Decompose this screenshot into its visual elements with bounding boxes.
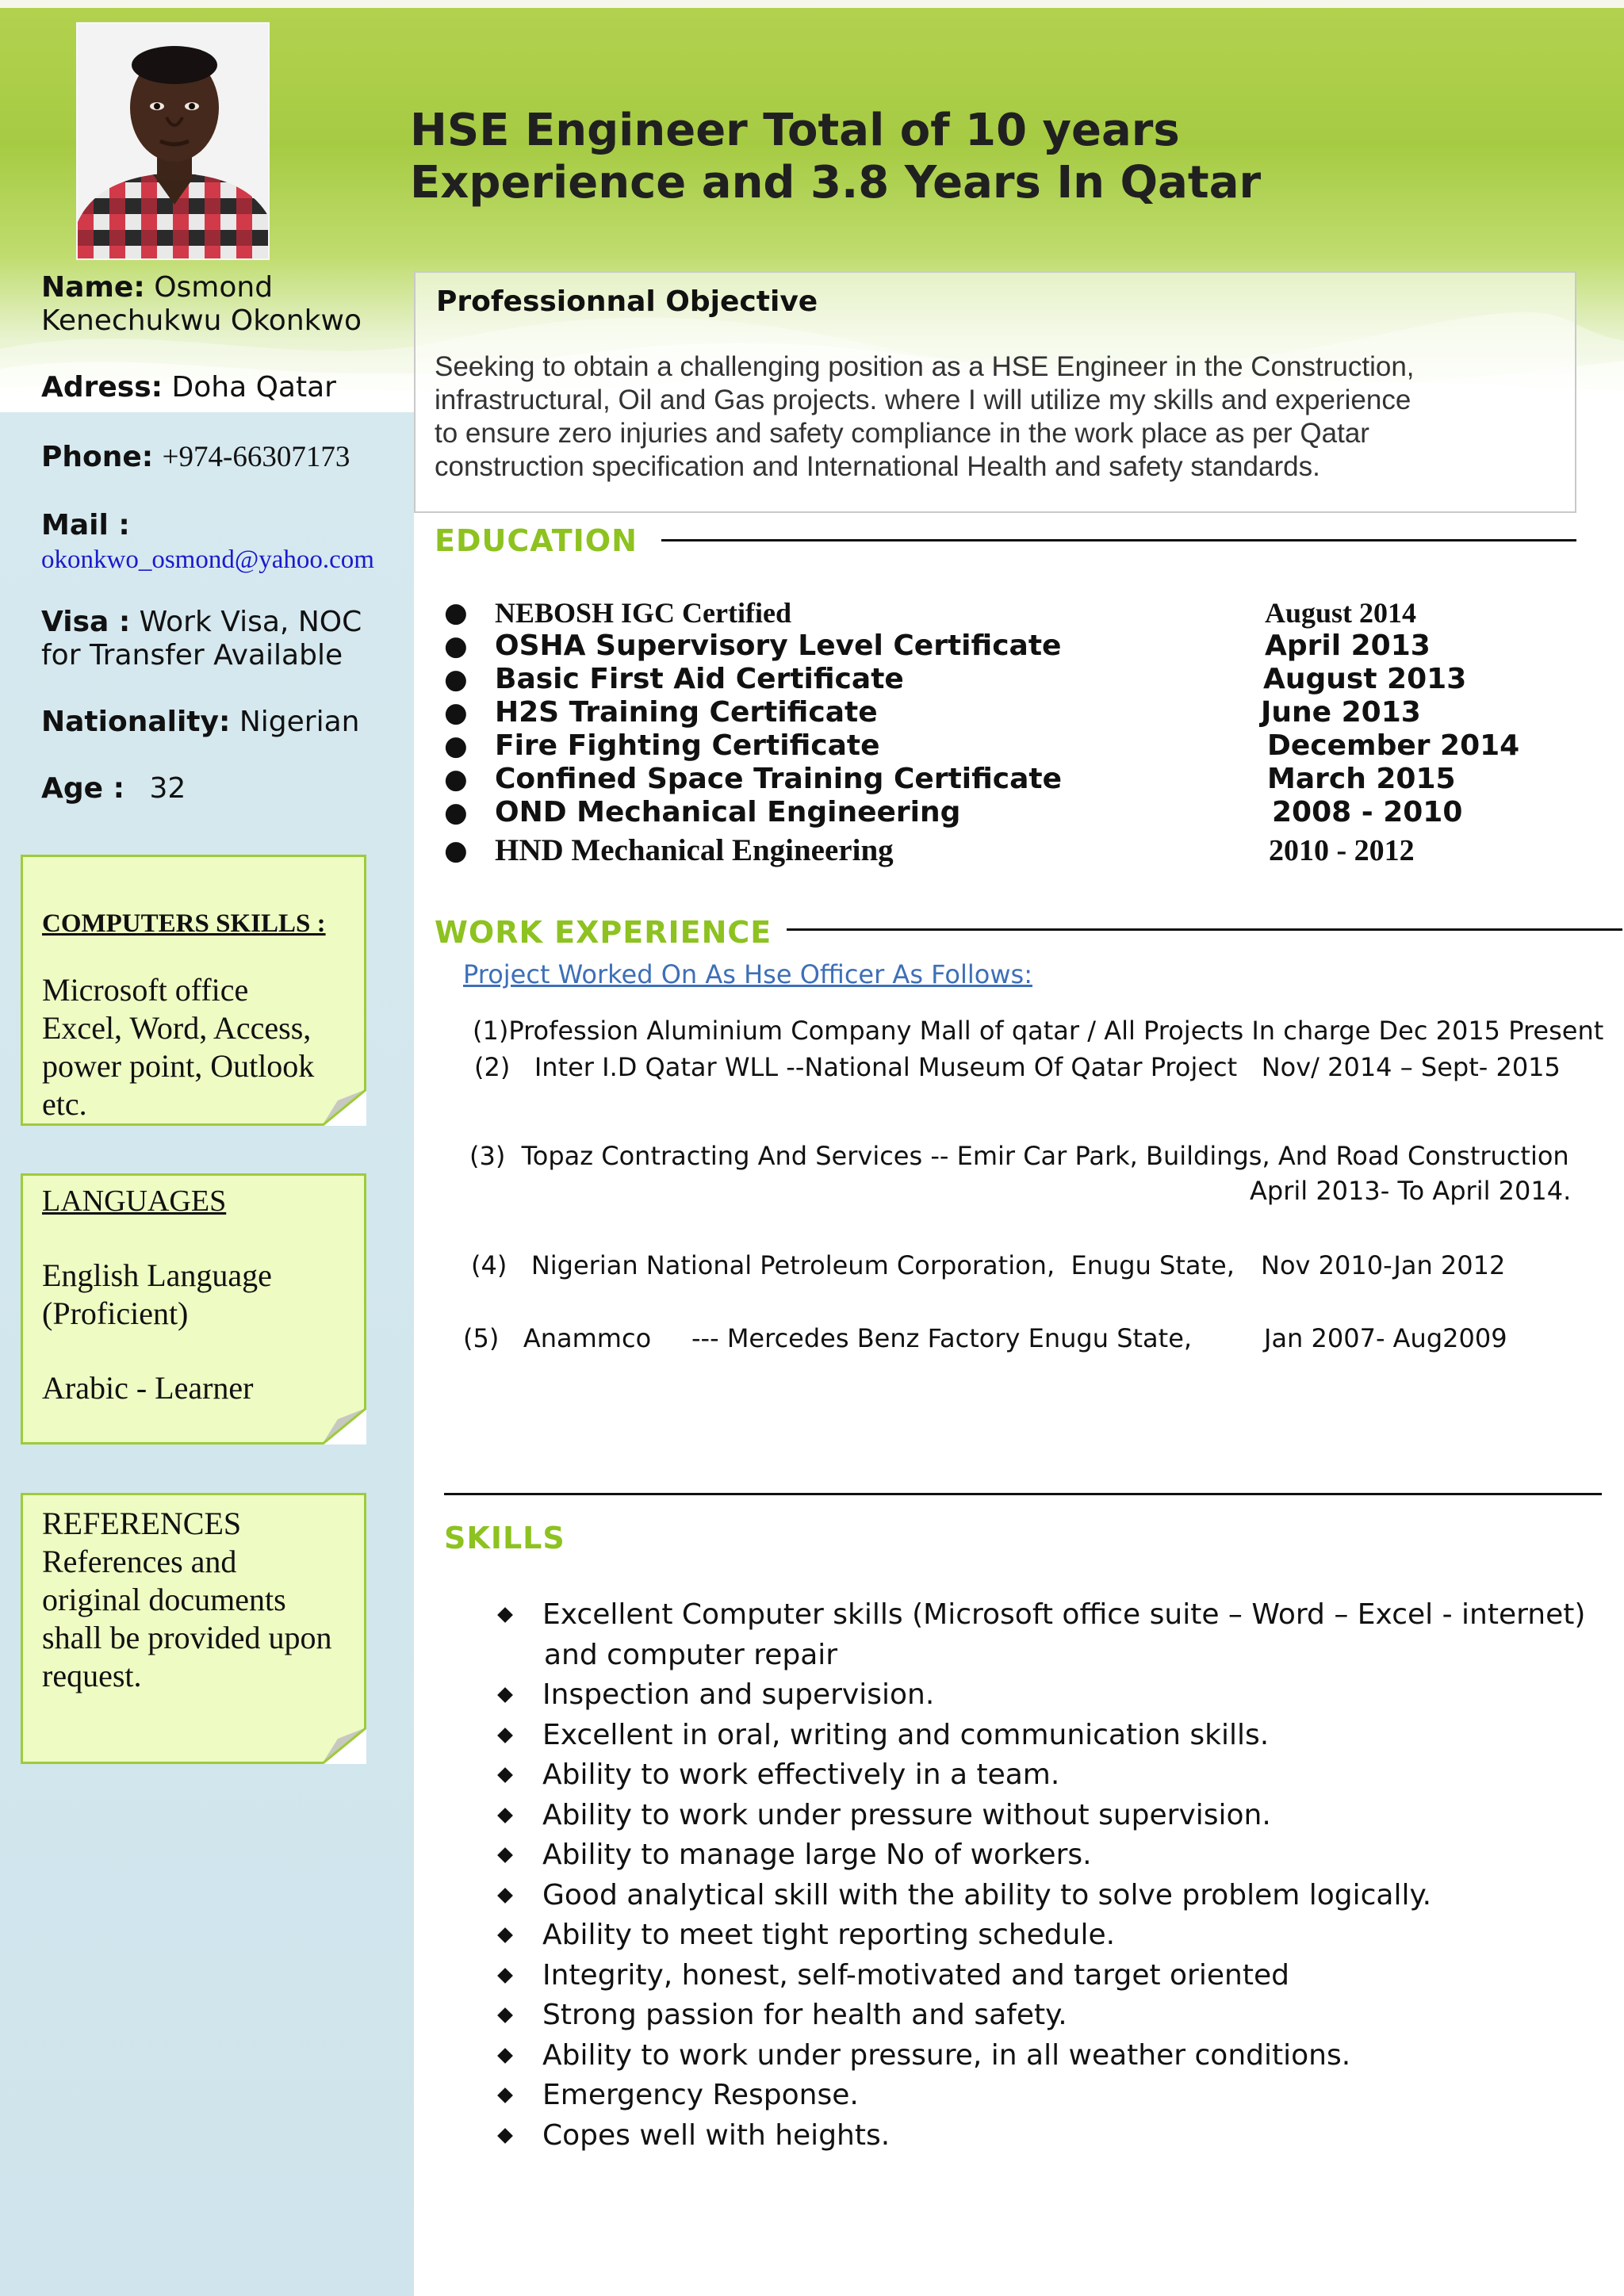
work-entry: (3) Topaz Contracting And Services -- Emir Car Park, Buildings, And Road Construction bbox=[469, 1141, 1569, 1171]
skill-text: Ability to work under pressure, in all weather conditions. bbox=[542, 2038, 1351, 2072]
age-value: 32 bbox=[149, 772, 186, 805]
visa-value-2: for Transfer Available bbox=[41, 639, 343, 672]
objective-line: Seeking to obtain a challenging position as a HSE Engineer in the Construction, bbox=[435, 351, 1415, 382]
objective-line: to ensure zero injuries and safety compliance in the work place as per Qatar bbox=[435, 418, 1369, 449]
education-item bbox=[444, 763, 1602, 796]
references-text bbox=[42, 1505, 332, 1695]
objective-title: Professionnal Objective bbox=[436, 285, 818, 318]
computer-skills-line: Microsoft office bbox=[42, 972, 249, 1008]
work-entry: (1)Profession Aluminium Company Mall of qatar / All Projects In charge Dec 2015 Present bbox=[473, 1016, 1604, 1046]
bullet-icon: ● bbox=[444, 597, 468, 629]
phone-value: +974-66307173 bbox=[162, 441, 350, 473]
diamond-bullet-icon bbox=[497, 2128, 513, 2144]
computer-skills-title: COMPUTERS SKILLS : bbox=[42, 909, 326, 938]
skill-text: Inspection and supervision. bbox=[542, 1678, 935, 1711]
work-entry: (4) Nigerian National Petroleum Corporation, Enugu State, bbox=[471, 1250, 1235, 1280]
education-date: August 2014 bbox=[1265, 597, 1417, 629]
bullet-icon: ● bbox=[444, 763, 468, 795]
skill-item bbox=[492, 1996, 1602, 2036]
skill-item bbox=[492, 1796, 1602, 1836]
references-title: REFERENCES bbox=[42, 1506, 242, 1541]
skills-rule bbox=[444, 1493, 1602, 1495]
diamond-bullet-icon bbox=[497, 2007, 513, 2023]
education-date: June 2013 bbox=[1261, 696, 1421, 729]
language-line: Arabic - Learner bbox=[42, 1370, 254, 1406]
mail-label: Mail : bbox=[41, 509, 130, 541]
visa-value-1: Work Visa, NOC bbox=[139, 606, 362, 638]
bullet-icon: ● bbox=[444, 630, 468, 662]
languages-note bbox=[21, 1173, 366, 1445]
page-fold-icon bbox=[322, 1408, 366, 1445]
education-date: August 2013 bbox=[1263, 663, 1467, 695]
work-entry-date: Nov 2010-Jan 2012 bbox=[1261, 1250, 1506, 1280]
references-line: References and bbox=[42, 1544, 237, 1579]
education-date: December 2014 bbox=[1267, 729, 1520, 762]
diamond-bullet-icon bbox=[497, 1607, 513, 1623]
top-edge bbox=[0, 0, 1624, 8]
references-line: original documents bbox=[42, 1582, 286, 1617]
visa-label: Visa : bbox=[41, 606, 131, 638]
address-field bbox=[41, 371, 402, 404]
nationality-label: Nationality: bbox=[41, 706, 231, 738]
diamond-bullet-icon bbox=[497, 1888, 513, 1904]
skill-item bbox=[492, 1915, 1602, 1956]
bullet-icon: ● bbox=[444, 730, 468, 762]
phone-field bbox=[41, 441, 402, 474]
diamond-bullet-icon bbox=[497, 1927, 513, 1943]
education-name: Fire Fighting Certificate bbox=[495, 729, 880, 762]
resume-headline bbox=[410, 105, 1599, 209]
education-item bbox=[444, 629, 1602, 663]
age-label: Age : bbox=[41, 772, 124, 805]
references-note bbox=[21, 1493, 366, 1764]
diamond-bullet-icon bbox=[497, 1767, 513, 1783]
skill-text: Copes well with heights. bbox=[542, 2118, 891, 2152]
skill-item bbox=[492, 1956, 1602, 1996]
skill-text: Good analytical skill with the ability to solve problem logically. bbox=[542, 1878, 1432, 1911]
skill-text: Excellent in oral, writing and communication skills. bbox=[542, 1718, 1270, 1751]
language-line: English Language bbox=[42, 1257, 272, 1293]
education-heading: EDUCATION bbox=[435, 523, 638, 558]
diamond-bullet-icon bbox=[497, 2087, 513, 2103]
education-item bbox=[444, 663, 1602, 696]
skill-item bbox=[492, 1716, 1602, 1756]
computer-skills-note bbox=[21, 855, 366, 1126]
languages-title: LANGUAGES bbox=[42, 1184, 227, 1218]
work-entry-date: Jan 2007- Aug2009 bbox=[1264, 1323, 1507, 1353]
address-value: Doha Qatar bbox=[171, 371, 336, 404]
phone-label: Phone: bbox=[41, 441, 154, 473]
work-entry-date: April 2013- To April 2014. bbox=[1250, 1176, 1572, 1206]
computer-skills-line: Excel, Word, Access, bbox=[42, 1010, 312, 1046]
education-list bbox=[444, 596, 1602, 867]
diamond-bullet-icon bbox=[497, 1968, 513, 1984]
computer-skills-line: power point, Outlook bbox=[42, 1048, 315, 1084]
references-line: shall be provided upon bbox=[42, 1620, 332, 1655]
skill-text: Emergency Response. bbox=[542, 2079, 859, 2111]
skill-item bbox=[492, 1755, 1602, 1796]
education-item bbox=[444, 729, 1602, 763]
bullet-icon: ● bbox=[444, 664, 468, 695]
skill-text: Ability to work under pressure without supervision. bbox=[542, 1798, 1271, 1831]
education-item bbox=[444, 796, 1602, 829]
work-entry: (2) Inter I.D Qatar WLL --National Museum Of Qatar Project Nov/ 2014 – Sept- 2015 bbox=[474, 1052, 1561, 1082]
visa-field bbox=[41, 606, 402, 672]
skill-item bbox=[492, 2116, 1602, 2156]
nationality-field bbox=[41, 706, 402, 739]
work-experience-rule bbox=[787, 928, 1622, 931]
diamond-bullet-icon bbox=[497, 1687, 513, 1703]
education-date: March 2015 bbox=[1267, 763, 1456, 795]
objective-box bbox=[414, 271, 1576, 513]
skill-item bbox=[492, 1876, 1602, 1916]
computer-skills-line: etc. bbox=[42, 1086, 87, 1122]
education-name: NEBOSH IGC Certified bbox=[495, 597, 791, 629]
bullet-icon: ● bbox=[444, 835, 468, 867]
page-fold-icon bbox=[322, 1728, 366, 1764]
education-date: 2010 - 2012 bbox=[1269, 834, 1415, 867]
computer-skills-text bbox=[42, 971, 314, 1123]
education-name: OND Mechanical Engineering bbox=[495, 796, 961, 828]
name-label: Name: bbox=[41, 271, 145, 304]
skill-text: Strong passion for health and safety. bbox=[542, 1999, 1067, 2031]
skill-text-continuation: and computer repair bbox=[544, 1638, 838, 1671]
address-label: Adress: bbox=[41, 371, 163, 404]
education-date: April 2013 bbox=[1265, 629, 1431, 662]
education-name: OSHA Supervisory Level Certificate bbox=[495, 629, 1062, 662]
bullet-icon: ● bbox=[444, 797, 468, 828]
portrait-photo-icon bbox=[78, 24, 270, 260]
objective-text bbox=[435, 350, 1561, 484]
name-first: Osmond bbox=[154, 271, 274, 304]
page-fold-icon bbox=[322, 1089, 366, 1126]
language-line: (Proficient) bbox=[42, 1295, 189, 1331]
name-rest: Kenechukwu Okonkwo bbox=[41, 304, 362, 337]
education-name: HND Mechanical Engineering bbox=[495, 833, 894, 867]
skill-item bbox=[492, 1835, 1602, 1876]
education-date: 2008 - 2010 bbox=[1272, 796, 1463, 828]
education-rule bbox=[661, 539, 1576, 541]
bullet-icon: ● bbox=[444, 697, 468, 729]
skill-item bbox=[492, 2036, 1602, 2076]
references-line: request. bbox=[42, 1658, 142, 1693]
skill-item bbox=[492, 2076, 1602, 2116]
skills-heading: SKILLS bbox=[444, 1521, 565, 1556]
skill-text: Integrity, honest, self-motivated and target oriented bbox=[542, 1958, 1289, 1992]
age-field bbox=[41, 772, 402, 806]
headline-line: Experience and 3.8 Years In Qatar bbox=[410, 157, 1262, 209]
skill-item bbox=[492, 1595, 1602, 1675]
diamond-bullet-icon bbox=[497, 1808, 513, 1823]
work-entry: (5) Anammco --- Mercedes Benz Factory Enugu State, bbox=[463, 1323, 1193, 1353]
diamond-bullet-icon bbox=[497, 1728, 513, 1743]
skill-text: Ability to manage large No of workers. bbox=[542, 1839, 1092, 1871]
education-item bbox=[444, 834, 1602, 867]
email-link[interactable]: okonkwo_osmond@yahoo.com bbox=[41, 545, 374, 574]
work-subheading-link[interactable]: Project Worked On As Hse Officer As Follows: bbox=[463, 959, 1032, 989]
education-name: H2S Training Certificate bbox=[495, 696, 878, 729]
skill-item bbox=[492, 1675, 1602, 1716]
objective-line: construction specification and International Health and safety standards. bbox=[435, 451, 1320, 482]
name-field bbox=[41, 271, 402, 338]
objective-line: infrastructural, Oil and Gas projects. where I will utilize my skills and experience bbox=[435, 385, 1411, 415]
skill-text: Excellent Computer skills (Microsoft office suite – Word – Excel - internet) bbox=[542, 1598, 1586, 1631]
mail-field bbox=[41, 509, 402, 576]
profile-photo bbox=[76, 22, 270, 260]
education-name: Confined Space Training Certificate bbox=[495, 763, 1063, 795]
education-item bbox=[444, 696, 1602, 729]
education-item bbox=[444, 596, 1602, 629]
work-experience-heading: WORK EXPERIENCE bbox=[435, 915, 772, 950]
languages-text bbox=[42, 1257, 272, 1407]
skill-text: Ability to work effectively in a team. bbox=[542, 1758, 1060, 1791]
diamond-bullet-icon bbox=[497, 1847, 513, 1863]
headline-line: HSE Engineer Total of 10 years bbox=[410, 105, 1180, 156]
skills-list bbox=[492, 1595, 1602, 2156]
skill-text: Ability to meet tight reporting schedule. bbox=[542, 1919, 1116, 1951]
nationality-value: Nigerian bbox=[239, 706, 360, 738]
education-name: Basic First Aid Certificate bbox=[495, 663, 904, 695]
diamond-bullet-icon bbox=[497, 2048, 513, 2064]
